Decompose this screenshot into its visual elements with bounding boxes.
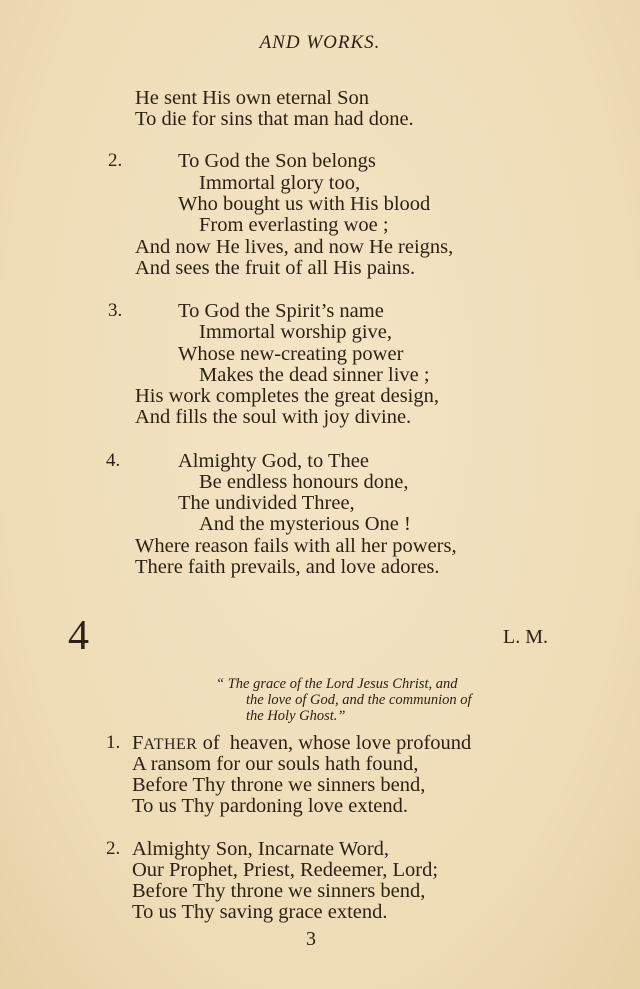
verse-line: And the mysterious One ! [199, 513, 411, 535]
epigraph-line: “ The grace of the Lord Jesus Christ, and [216, 676, 458, 692]
verse-line: Whose new-creating power [178, 343, 404, 365]
verse-number: 2. [106, 838, 121, 859]
verse-number: 2. [108, 150, 123, 171]
verse-line: And now He lives, and now He reigns, [135, 236, 454, 258]
verse-line: To God the Son belongs [178, 150, 376, 172]
page-number: 3 [306, 928, 316, 950]
hymn-meter: L. M. [503, 626, 548, 648]
verse-line: The undivided Three, [178, 492, 355, 514]
verse-line: Almighty God, to Thee [178, 450, 369, 472]
verse-line: Before Thy throne we sinners bend, [132, 880, 426, 902]
drop-word-rest: ATHER [143, 736, 198, 753]
verse-line: Be endless honours done, [199, 471, 409, 493]
verse-line: Almighty Son, Incarnate Word, [132, 838, 390, 860]
verse-line: Who bought us with His blood [178, 193, 431, 215]
verse-line: His work completes the great design, [135, 385, 440, 407]
hymn-number: 4 [68, 613, 89, 659]
first-line-rest: of heaven, whose love profound [197, 732, 472, 754]
verse-line: And fills the soul with joy divine. [135, 406, 412, 428]
verse-line: Before Thy throne we sinners bend, [132, 774, 426, 796]
verse-line: Our Prophet, Priest, Redeemer, Lord; [132, 859, 439, 881]
verse-line: Makes the dead sinner live ; [199, 364, 430, 386]
verse-line: There faith prevails, and love adores. [135, 556, 440, 578]
verse-line: To us Thy pardoning love extend. [132, 795, 409, 817]
verse-line: Immortal glory too, [199, 172, 361, 194]
verse-line: Where reason fails with all her powers, [135, 535, 457, 557]
verse-line: He sent His own eternal Son [135, 87, 369, 109]
verse-number: 4. [106, 450, 121, 471]
verse-line: To us Thy saving grace extend. [132, 901, 388, 923]
verse-line: And sees the fruit of all His pains. [135, 257, 416, 279]
verse-line: Immortal worship give, [199, 321, 393, 343]
verse-line: A ransom for our souls hath found, [132, 753, 419, 775]
drop-word-initial: F [132, 732, 144, 754]
running-head: AND WORKS. [259, 32, 381, 53]
verse-number: 1. [106, 732, 121, 753]
verse-number: 3. [108, 300, 123, 321]
epigraph-line: the love of God, and the communion of [246, 692, 472, 708]
verse-line: To die for sins that man had done. [135, 108, 414, 130]
verse-line: To God the Spirit’s name [178, 300, 384, 322]
epigraph-line: the Holy Ghost.” [246, 708, 346, 724]
verse-line: From everlasting woe ; [199, 214, 389, 236]
